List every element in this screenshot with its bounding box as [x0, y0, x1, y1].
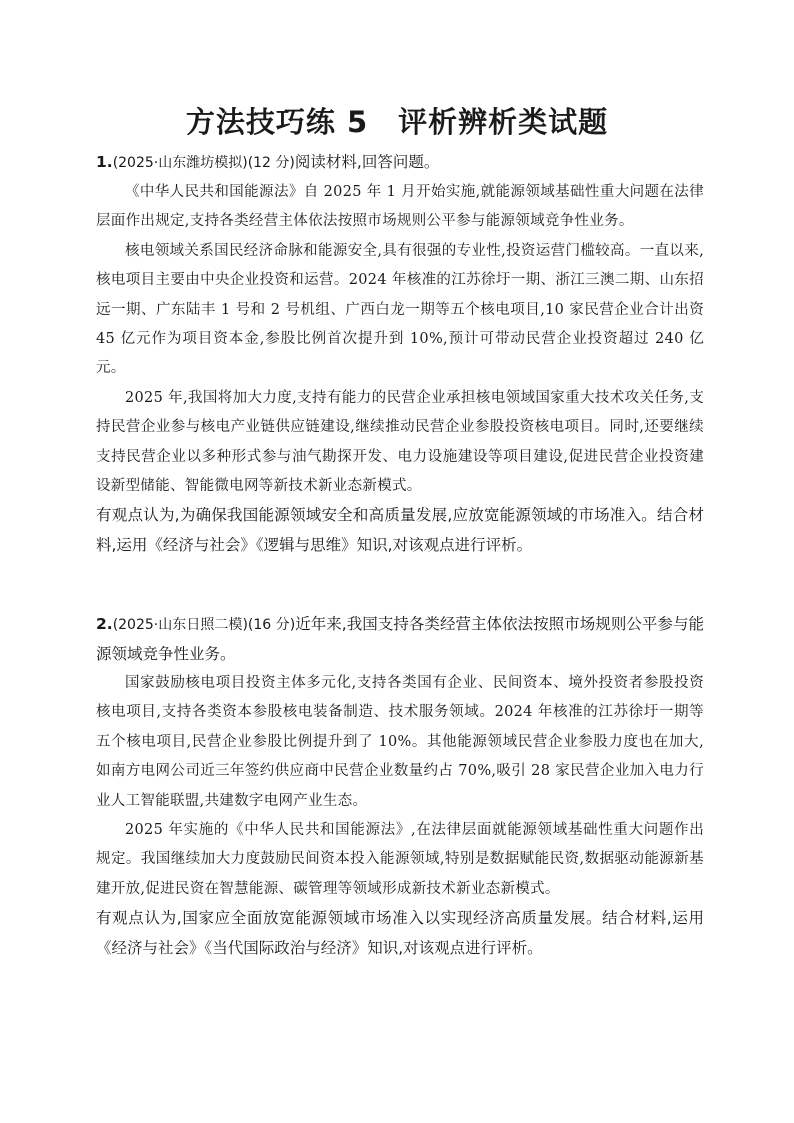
question-prompt: 阅读材料,回答问题。: [294, 153, 440, 171]
question-stem: [96, 148, 704, 178]
question-task: 有观点认为,为确保我国能源领域安全和高质量发展,应放宽能源领域的市场准入。结合材料,运用《经济与社会》《逻辑与思维》知识,对该观点进行评析。: [96, 506, 704, 554]
material-paragraph: 国家鼓励核电项目投资主体多元化,支持各类国有企业、民间资本、境外投资者参股投资核电项目,支持各类资本参股核电装备制造、技术服务领域。2024 年核准的江苏徐圩一期等五个核电项目,民营企业参股比例提升到了 10%。其他能源领域民营企业参股力度也在加大,如南方电网公司近三年签约供应商中民营企业数量约占 70%,吸引 28 家民营企业加入电力行业人工智能联盟,共建数字电网产业生态。: [96, 675, 704, 809]
question-task: 有观点认为,国家应全面放宽能源领域市场准入以实现经济高质量发展。结合材料,运用《经济与社会》《当代国际政治与经济》知识,对该观点进行评析。: [96, 909, 704, 957]
material-paragraph: 核电领域关系国民经济命脉和能源安全,具有很强的专业性,投资运营门槛较高。一直以来,核电项目主要由中央企业投资和运营。2024 年核准的江苏徐圩一期、浙江三澳二期、山东招远一期、广东陆丰 1 号和 2 号机组、广西白龙一期等五个核电项目,10 家民营企业合计出资 45 亿元作为项目资本金,参股比例首次提升到 10%,预计可带动民营企业投资超过 240 亿元。: [96, 242, 704, 377]
question-source: (2025·山东日照二模)(16 分): [112, 617, 296, 633]
material-paragraph: 2025 年,我国将加大力度,支持有能力的民营企业承担核电领域国家重大技术攻关任务,支持民营企业参与核电产业链供应链建设,继续推动民营企业参股投资核电项目。同时,还要继续支持民营企业以多种形式参与油气勘探开发、电力设施建设等项目建设,促进民营企业投资建设新型储能、智能微电网等新技术新业态新模式。: [96, 389, 704, 495]
material-paragraph: 2025 年实施的《中华人民共和国能源法》,在法律层面就能源领域基础性重大问题作出规定。我国继续加大力度鼓励民间资本投入能源领域,特别是数据赋能民资,数据驱动能源新基建开放,促进民资在智慧能源、碳管理等领域形成新技术新业态新模式。: [96, 822, 704, 897]
question-prompt: 近年来,我国支持各类经营主体依法按照市场规则公平参与能源领域竞争性业务。: [96, 615, 704, 663]
question-number: 1.: [96, 153, 113, 171]
page-title: 方法技巧练 5 评析辨析类试题: [185, 105, 609, 139]
question-source: (2025·山东潍坊模拟)(12 分): [112, 155, 295, 171]
question-number: 2.: [96, 615, 113, 633]
question-1: [96, 148, 704, 560]
material-paragraph: 《中华人民共和国能源法》自 2025 年 1 月开始实施,就能源领域基础性重大问题在法律层面作出规定,支持各类经营主体依法按照市场规则公平参与能源领域竞争性业务。: [96, 184, 704, 230]
question-2: [96, 610, 704, 963]
question-stem: [96, 610, 704, 669]
